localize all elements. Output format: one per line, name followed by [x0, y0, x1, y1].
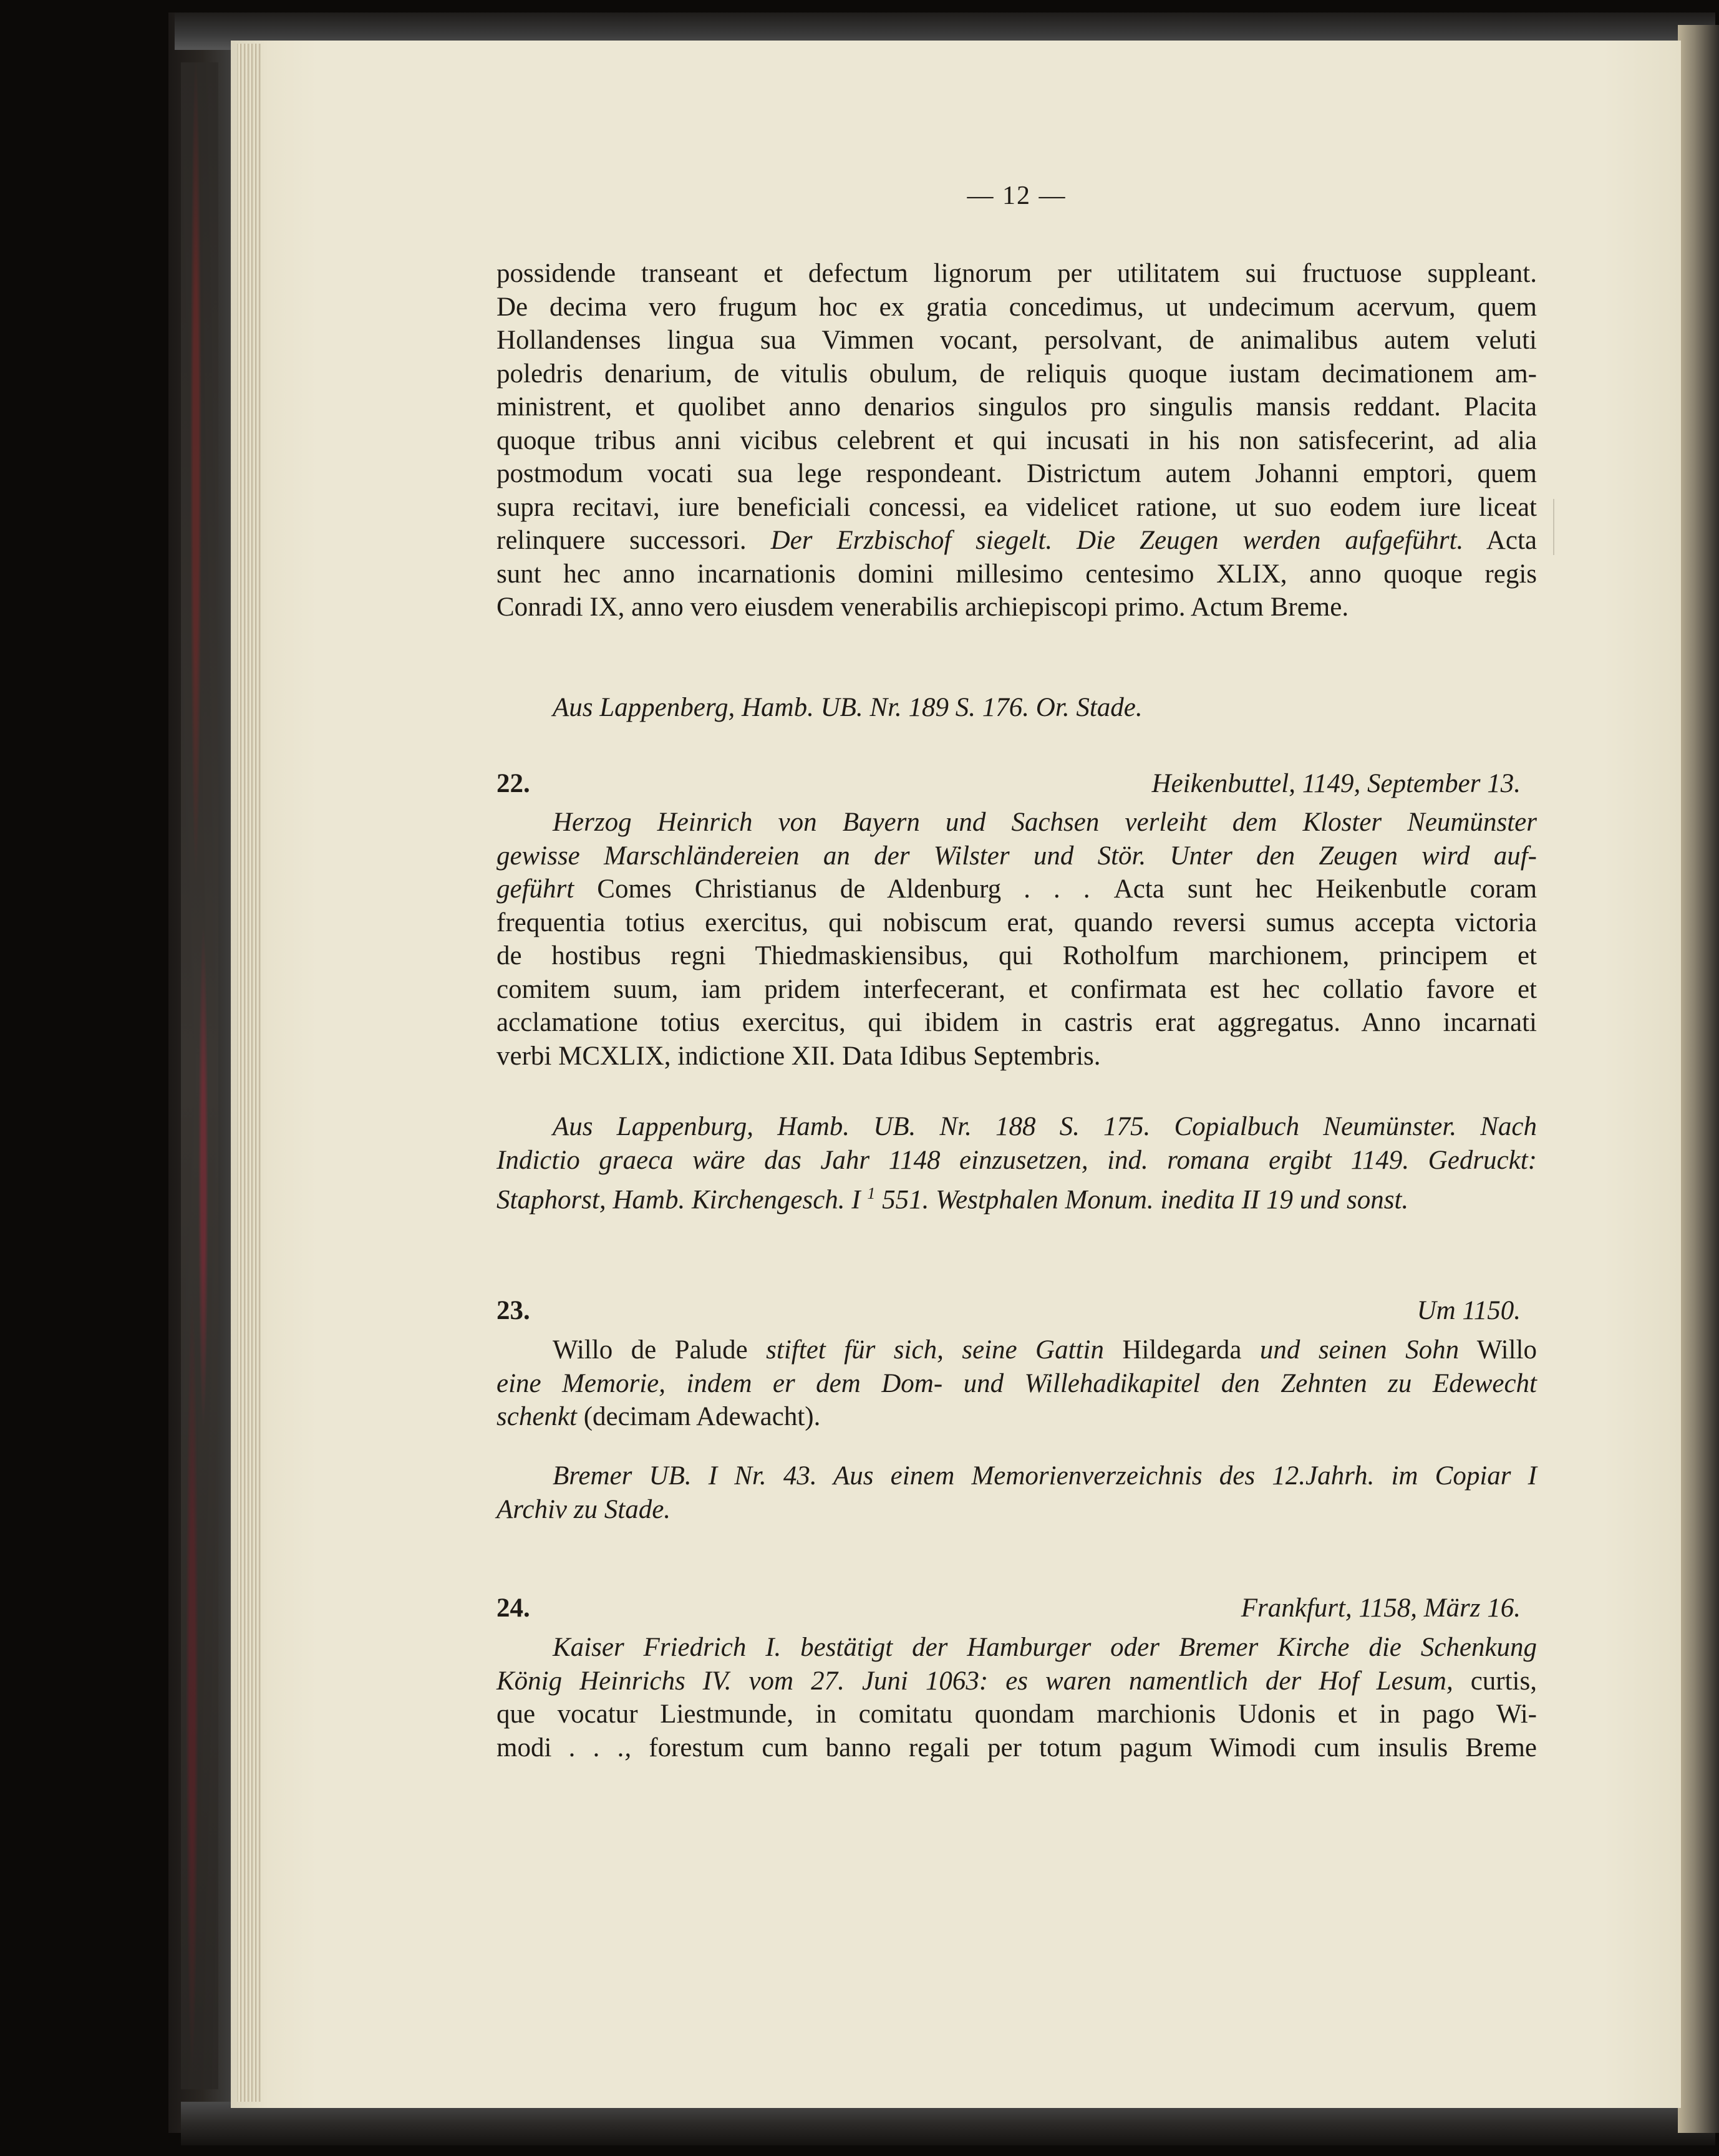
- text-line: comitem suum, iam pridem interfecerant, et confirmata est hec collatio favore et: [496, 974, 1537, 1004]
- text-line: [496, 873, 1537, 906]
- regest-line: Herzog Heinrich von Bayern und Sachsen verleiht dem Kloster Neumünster: [553, 808, 1537, 837]
- charter-text-22: [496, 806, 1537, 1073]
- text-run: Willo de Palude: [553, 1335, 767, 1365]
- text-line: sunt hec anno incarnationis domini millesimo centesimo XLIX, anno quoque regis: [496, 559, 1537, 589]
- text-line: [496, 1731, 1537, 1765]
- regest-line: Kaiser Friedrich I. bestätigt der Hamburger oder Bremer Kirche die Schenkung: [553, 1633, 1537, 1662]
- source-line: Indictio graeca wäre das Jahr 1148 einzusetzen, ind. romana ergibt 1149. Gedruckt:: [496, 1145, 1537, 1175]
- text-line: ministrent, et quolibet anno denarios singulos pro singulis mansis reddant. Placita: [496, 392, 1537, 422]
- text-line: [496, 1333, 1537, 1367]
- text-line: De decima vero frugum hoc ex gratia concedimus, ut undecimum acervum, quem: [496, 292, 1537, 322]
- text-run: König Heinrichs IV. vom 27. Juni 1063: es waren namentlich der Hof Lesum,: [496, 1666, 1453, 1696]
- entry-place-date: Frankfurt, 1158, März 16.: [1241, 1593, 1521, 1623]
- text-run: (decimam Adewacht).: [576, 1402, 821, 1431]
- ellipsis: . . .,: [551, 1733, 649, 1762]
- text-run: forestum cum banno regali per totum pagum Wimodi cum insulis Breme: [649, 1733, 1537, 1762]
- entry-heading-24: [496, 1592, 1537, 1625]
- source-note-21: Aus Lappenberg, Hamb. UB. Nr. 189 S. 176. Or. Stade.: [553, 693, 1143, 722]
- entry-heading-23: [496, 1294, 1537, 1328]
- marbled-endpaper: [181, 62, 218, 2089]
- text-line: de hostibus regni Thiedmaskiensibus, qui Rotholfum marchionem, principem et: [496, 941, 1537, 970]
- text-line: verbi MCXLIX, indictione XII. Data Idibus Septembris.: [496, 1041, 1101, 1071]
- text-line: possidende transeant et defectum lignorum per utilitatem sui fructuose suppleant.: [496, 259, 1537, 288]
- text-run: curtis,: [1453, 1666, 1537, 1696]
- book-binding-right: [1678, 25, 1719, 2133]
- text-run: Acta: [1463, 526, 1537, 555]
- entry-number: 23.: [496, 1296, 530, 1325]
- text-run: schenkt: [496, 1402, 577, 1431]
- entry-place-date: Um 1150.: [1416, 1296, 1521, 1325]
- source-line: [496, 1177, 1537, 1217]
- source-note-23: [496, 1459, 1537, 1526]
- margin-mark: [1553, 499, 1579, 555]
- charter-text-21: [496, 257, 1537, 624]
- page-number: — 12 —: [967, 181, 1067, 210]
- regest-line: gewisse Marschländereien an der Wilster und Stör. Unter den Zeugen wird auf-: [496, 841, 1537, 871]
- text-run: modi: [496, 1733, 552, 1762]
- text-run: und seinen Sohn: [1259, 1335, 1460, 1365]
- text-run: Acta sunt hec Heikenbutle coram: [1113, 874, 1537, 904]
- editorial-note: Der Erzbischof siegelt. Die Zeugen werden aufgeführt.: [770, 526, 1464, 555]
- text-line: supra recitavi, iure beneficiali concessi, ea videlicet ratione, ut suo eodem iure liceat: [496, 492, 1537, 522]
- entry-number: 24.: [496, 1593, 530, 1623]
- regest-line: eine Memorie, indem er dem Dom- und Willehadikapitel den Zehnten zu Edewecht: [496, 1368, 1537, 1398]
- text-line: postmodum vocati sua lege respondeant. Districtum autem Johanni emptori, quem: [496, 459, 1537, 488]
- text-line: [496, 524, 1537, 558]
- text-run: stiftet für sich, seine Gattin: [766, 1335, 1104, 1365]
- book-binding-bottom: [181, 2102, 1715, 2145]
- page-edges: [237, 44, 262, 2102]
- text-line: Conradi IX, anno vero eiusdem venerabilis archiepiscopi primo. Actum Breme.: [496, 592, 1349, 622]
- text-run: relinquere successori.: [496, 526, 771, 555]
- text-line: [496, 1400, 1537, 1434]
- source-line: Archiv zu Stade.: [496, 1494, 671, 1524]
- text-line: que vocatur Liestmunde, in comitatu quondam marchionis Udonis et in pago Wi-: [496, 1699, 1537, 1729]
- text-line: poledris denarium, de vitulis obulum, de reliquis quoque iustam decimationem am-: [496, 359, 1537, 389]
- source-note-22: [496, 1110, 1537, 1217]
- entry-heading-22: [496, 767, 1537, 801]
- source-line: Bremer UB. I Nr. 43. Aus einem Memorienverzeichnis des 12.Jahrh. im Copiar I: [553, 1461, 1537, 1491]
- text-line: Hollandenses lingua sua Vimmen vocant, persolvant, de animalibus autem veluti: [496, 326, 1537, 355]
- text-line: quoque tribus anni vicibus celebrent et qui incusati in his non satisfecerint, ad alia: [496, 425, 1537, 455]
- text-line: acclamatione totius exercitus, qui ibidem in castris erat aggregatus. Anno incarnati: [496, 1008, 1537, 1037]
- text-run: Willo: [1459, 1335, 1537, 1365]
- charter-text-24: [496, 1631, 1537, 1764]
- text-run: Staphorst, Hamb. Kirchengesch. I: [496, 1185, 868, 1215]
- entry-number: 22.: [496, 769, 530, 798]
- text-line: frequentia totius exercitus, qui nobiscum erat, quando reversi sumus accepta victoria: [496, 907, 1537, 937]
- source-line: Aus Lappenburg, Hamb. UB. Nr. 188 S. 175. Copialbuch Neumünster. Nach: [553, 1112, 1537, 1141]
- text-run: 551. Westphalen Monum. inedita II 19 und sonst.: [875, 1185, 1409, 1215]
- text-run: geführt: [496, 874, 574, 904]
- charter-text-23: [496, 1333, 1537, 1434]
- text-run: Comes Christianus de Aldenburg: [574, 874, 1002, 904]
- superscript: 1: [867, 1184, 876, 1202]
- ellipsis: . . .: [1001, 874, 1114, 904]
- entry-place-date: Heikenbuttel, 1149, September 13.: [1151, 769, 1521, 798]
- text-run: Hildegarda: [1103, 1335, 1260, 1365]
- text-line: [496, 1665, 1537, 1698]
